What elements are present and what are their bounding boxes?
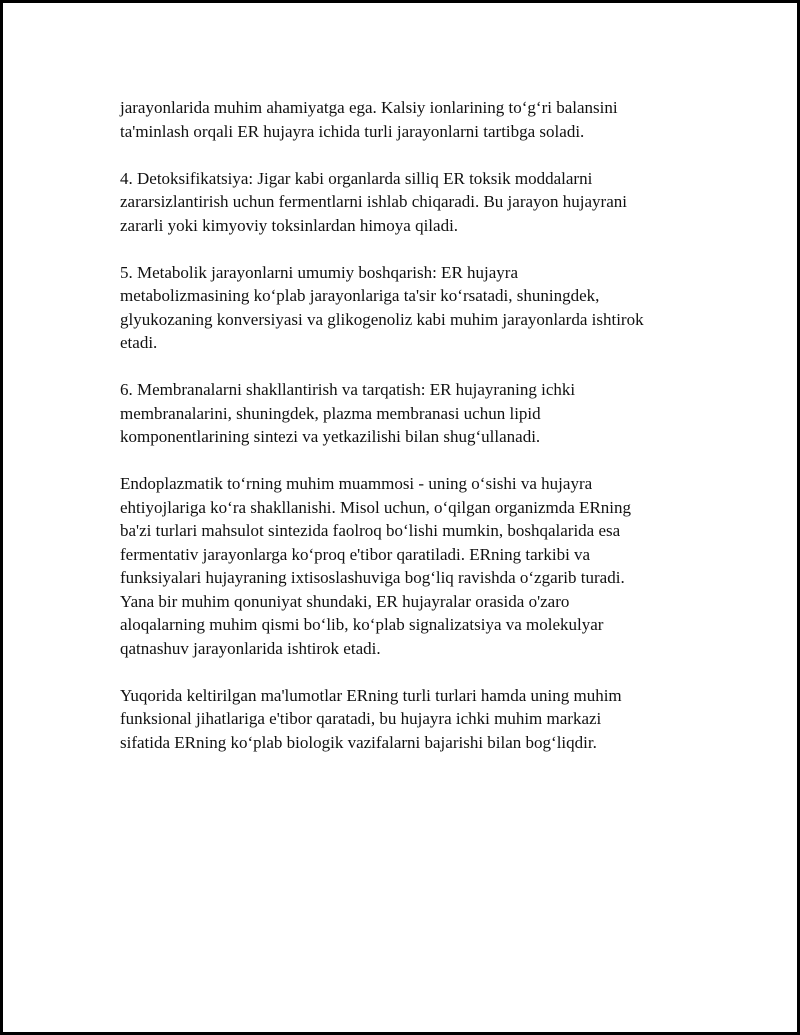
paragraph-detoxification	[120, 167, 710, 238]
paragraph-membranes	[120, 378, 710, 449]
text-line: ehtiyojlariga ko‘ra shakllanishi. Misol uchun, o‘qilgan organizmda ERning	[120, 497, 632, 517]
text-line: sifatida ERning ko‘plab biologik vazifalarni bajarishi bilan bog‘liqdir.	[120, 732, 597, 752]
text-line: glyukozaning konversiyasi va glikogenoliz kabi muhim jarayonlarda ishtirok	[120, 309, 644, 329]
text-line: metabolizmasining ko‘plab jarayonlariga ta'sir ko‘rsatadi, shuningdek,	[120, 286, 600, 305]
paragraph-conclusion	[120, 684, 710, 755]
text-line: jarayonlarida muhim ahamiyatga ega. Kalsiy ionlarining to‘g‘ri balansini	[120, 98, 618, 117]
text-line: fermentativ jarayonlarga ko‘proq e'tibor qaratiladi. ERning tarkibi va	[120, 544, 591, 564]
text-line: 4. Detoksifikatsiya: Jigar kabi organlarda silliq ER toksik moddalarni	[120, 168, 593, 188]
text-line: ba'zi turlari mahsulot sintezida faolroq bo‘lishi mumkin, boshqalarida esa	[120, 521, 621, 540]
text-line: funksional jihatlariga e'tibor qaratadi, bu hujayra ichki muhim markazi	[120, 709, 602, 728]
paragraph-er-growth	[120, 472, 710, 660]
document-body	[120, 96, 710, 778]
text-line: Endoplazmatik to‘rning muhim muammosi - uning o‘sishi va hujayra	[120, 474, 593, 493]
text-line: Yana bir muhim qonuniyat shundaki, ER hujayralar orasida o'zaro	[120, 591, 570, 611]
paragraph-calcium	[120, 96, 710, 143]
text-line: membranalarini, shuningdek, plazma membranasi uchun lipid	[120, 403, 541, 423]
text-line: etadi.	[120, 333, 158, 352]
text-line: 5. Metabolik jarayonlarni umumiy boshqarish: ER hujayra	[120, 262, 519, 282]
text-line: zararsizlantirish uchun fermentlarni ishlab chiqaradi. Bu jarayon hujayrani	[120, 192, 627, 211]
paragraph-metabolic-regulation	[120, 261, 710, 355]
text-line: funksiyalari hujayraning ixtisoslashuviga bog‘liq ravishda o‘zgarib turadi.	[120, 568, 625, 587]
text-line: 6. Membranalarni shakllantirish va tarqatish: ER hujayraning ichki	[120, 380, 576, 399]
text-line: aloqalarning muhim qismi bo‘lib, ko‘plab signalizatsiya va molekulyar	[120, 615, 604, 634]
text-line: komponentlarining sintezi va yetkazilishi bilan shug‘ullanadi.	[120, 427, 541, 446]
text-line: zararli yoki kimyoviy toksinlardan himoya qiladi.	[120, 215, 459, 235]
text-line: qatnashuv jarayonlarida ishtirok etadi.	[120, 638, 381, 658]
text-line: Yuqorida keltirilgan ma'lumotlar ERning turli turlari hamda uning muhim	[120, 685, 622, 705]
text-line: ta'minlash orqali ER hujayra ichida turli jarayonlarni tartibga soladi.	[120, 121, 585, 141]
